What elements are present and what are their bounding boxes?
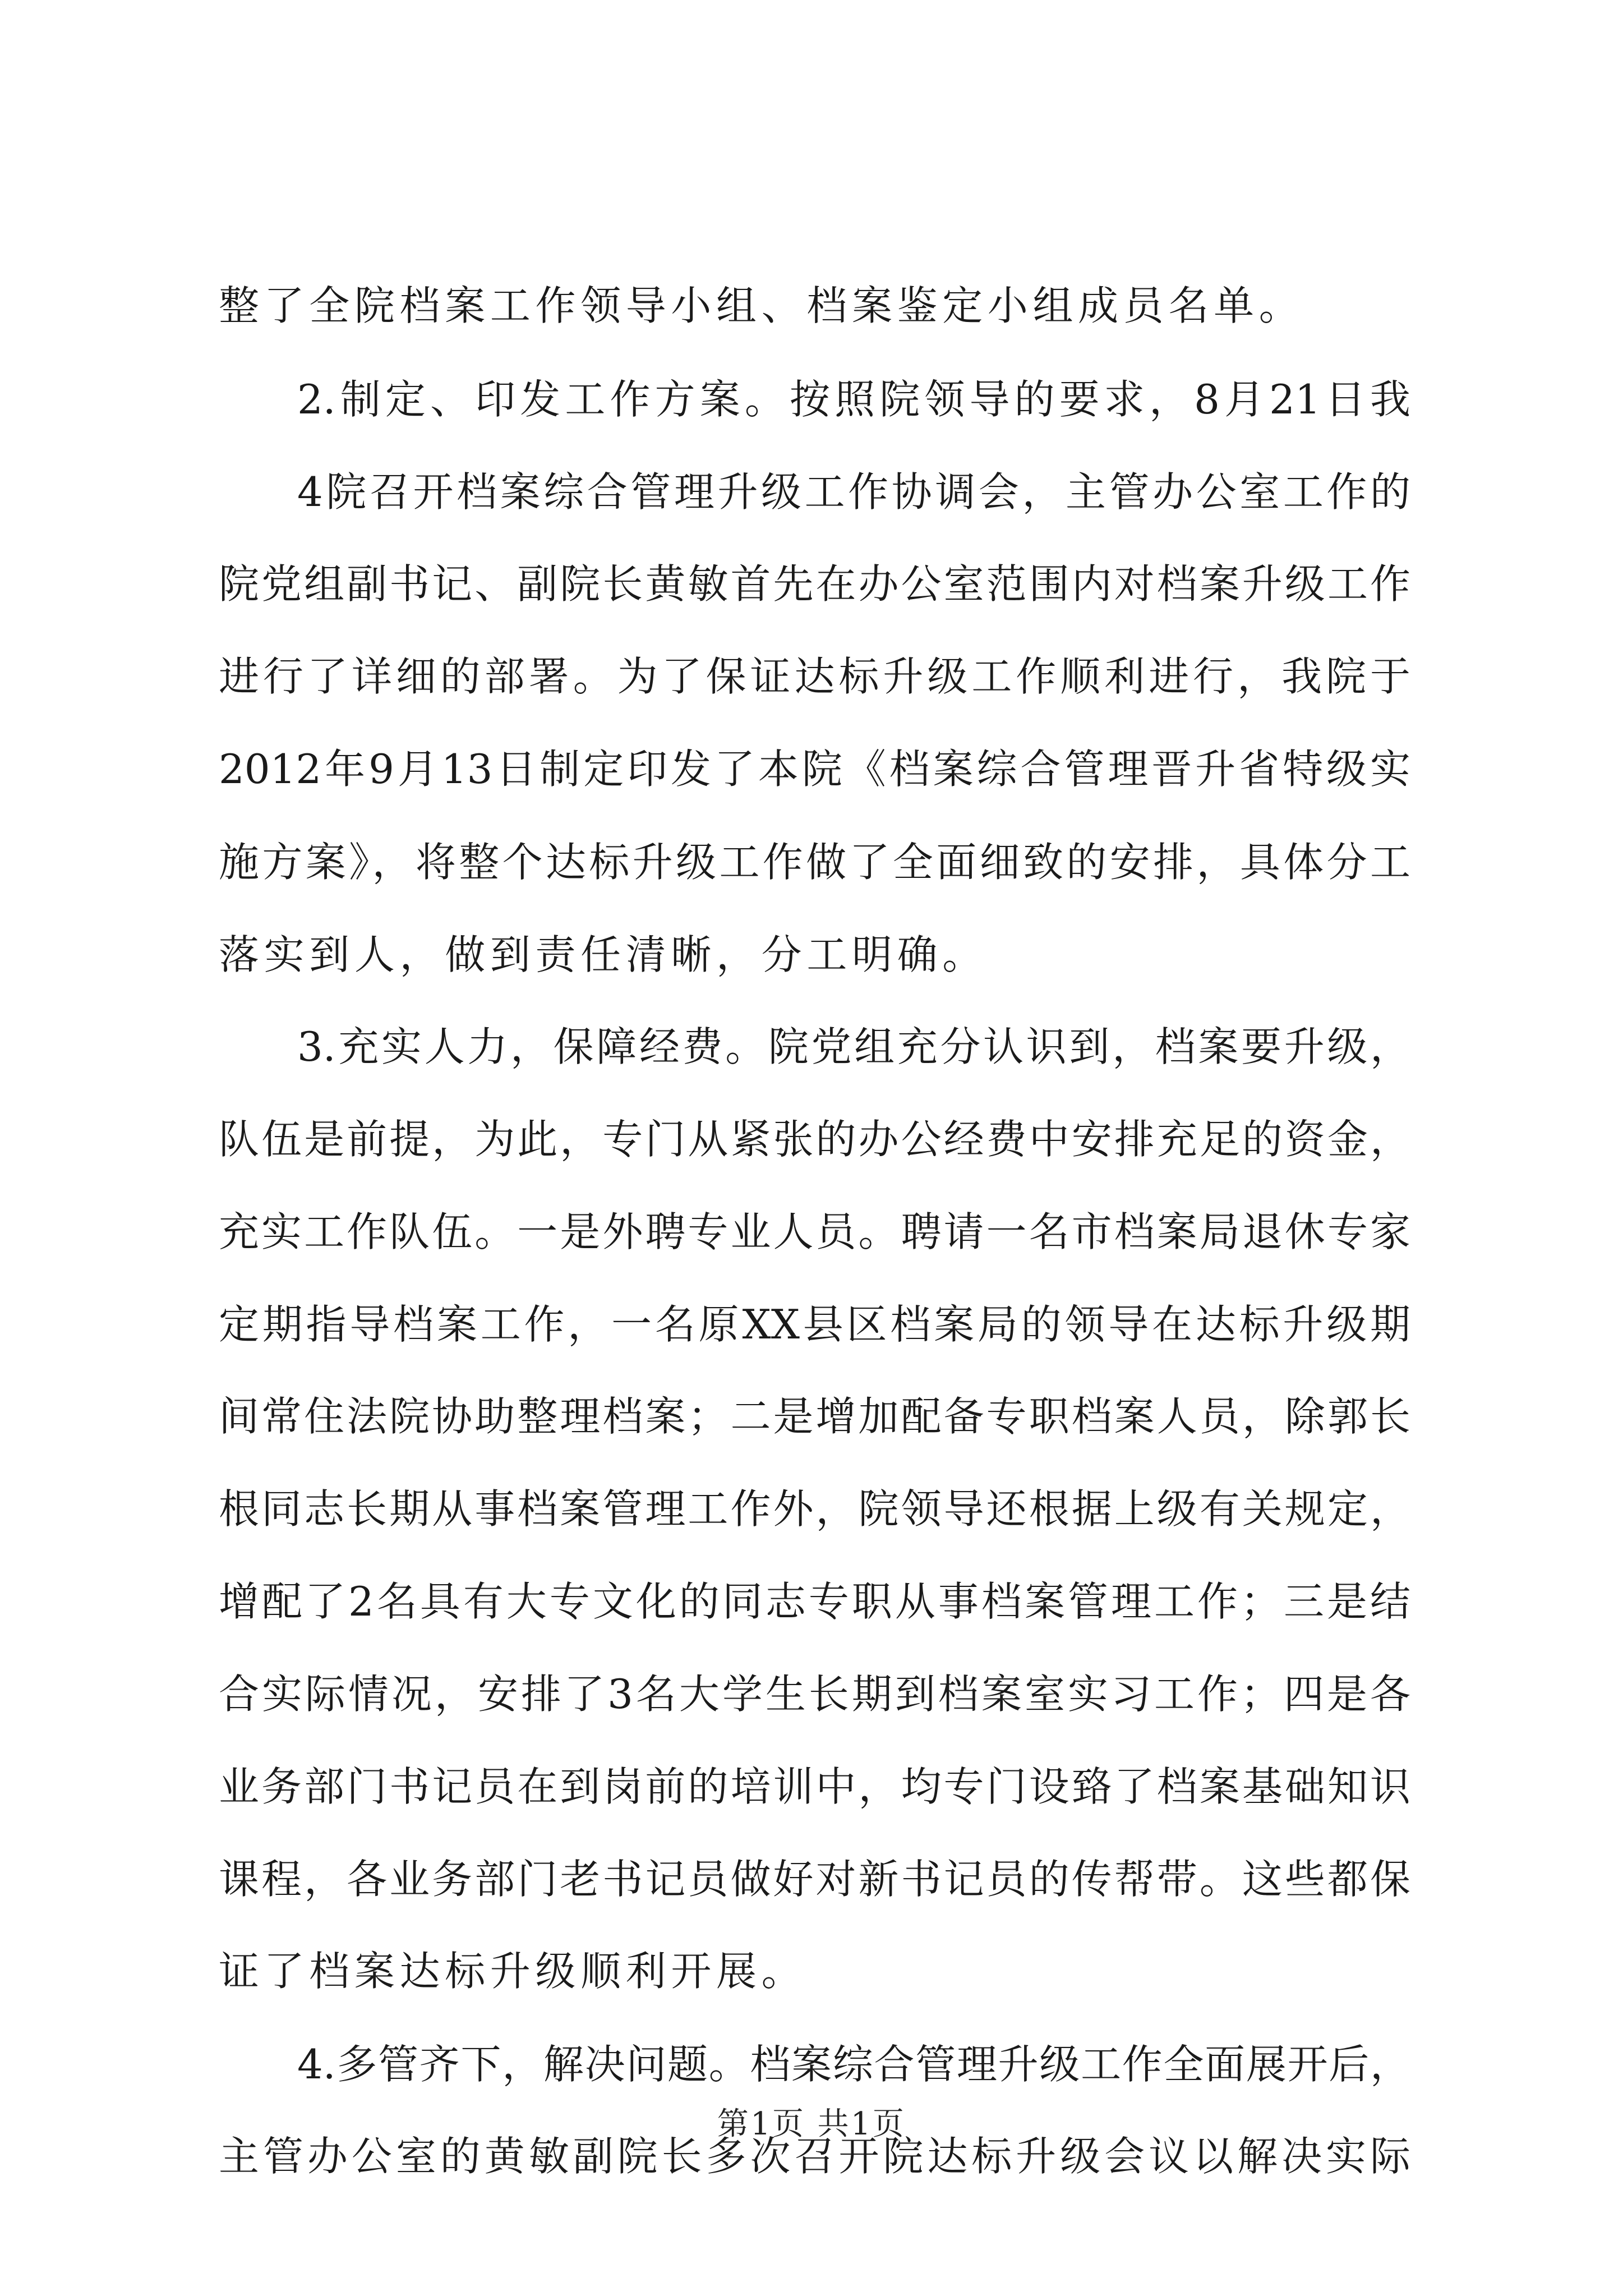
text-line: 业务部门书记员在到岗前的培训中，均专门设臵了档案基础知识 <box>219 1763 1410 1810</box>
text-line: 落实到人，做到责任清晰，分工明确。 <box>219 931 988 978</box>
text-line: 2012年9月13日制定印发了本院《档案综合管理晋升省特级实 <box>219 746 1410 793</box>
text-line: 2.制定、印发工作方案。按照院领导的要求，8月21日我 <box>297 376 1410 423</box>
text-line: 间常住法院协助整理档案；二是增加配备专职档案人员，除郭长 <box>219 1393 1410 1440</box>
text-line: 定期指导档案工作，一名原XX县区档案局的领导在达标升级期 <box>219 1301 1410 1348</box>
text-line: 增配了2名具有大专文化的同志专职从事档案管理工作；三是结 <box>219 1578 1410 1625</box>
text-line: 根同志长期从事档案管理工作外，院领导还根据上级有关规定， <box>219 1485 1410 1533</box>
text-line: 主管办公室的黄敏副院长多次召开院达标升级会议以解决实际 <box>219 2133 1410 2180</box>
text-line: 进行了详细的部署。为了保证达标升级工作顺利进行，我院于 <box>219 653 1410 700</box>
text-line: 证了档案达标升级顺利开展。 <box>219 1948 807 1995</box>
text-line: 院党组副书记、副院长黄敏首先在办公室范围内对档案升级工作 <box>219 560 1410 608</box>
text-line: 课程，各业务部门老书记员做好对新书记员的传帮带。这些都保 <box>219 1856 1410 1903</box>
text-line: 4院召开档案综合管理升级工作协调会，主管办公室工作的 <box>297 468 1410 516</box>
text-line: 施方案》，将整个达标升级工作做了全面细致的安排，具体分工 <box>219 839 1410 886</box>
text-line: 合实际情况，安排了3名大学生长期到档案室实习工作；四是各 <box>219 1671 1410 1718</box>
text-line: 队伍是前提，为此，专门从紧张的办公经费中安排充足的资金， <box>219 1116 1410 1163</box>
text-line: 3.充实人力，保障经费。院党组充分认识到，档案要升级， <box>297 1023 1410 1070</box>
text-line: 4.多管齐下，解决问题。档案综合管理升级工作全面展开后， <box>297 2041 1410 2088</box>
text-line: 整了全院档案工作领导小组、档案鉴定小组成员名单。 <box>219 282 1304 329</box>
text-line: 充实工作队伍。一是外聘专业人员。聘请一名市档案局退休专家 <box>219 1208 1410 1255</box>
page-footer: 第1页 共1页 <box>717 2106 906 2142</box>
